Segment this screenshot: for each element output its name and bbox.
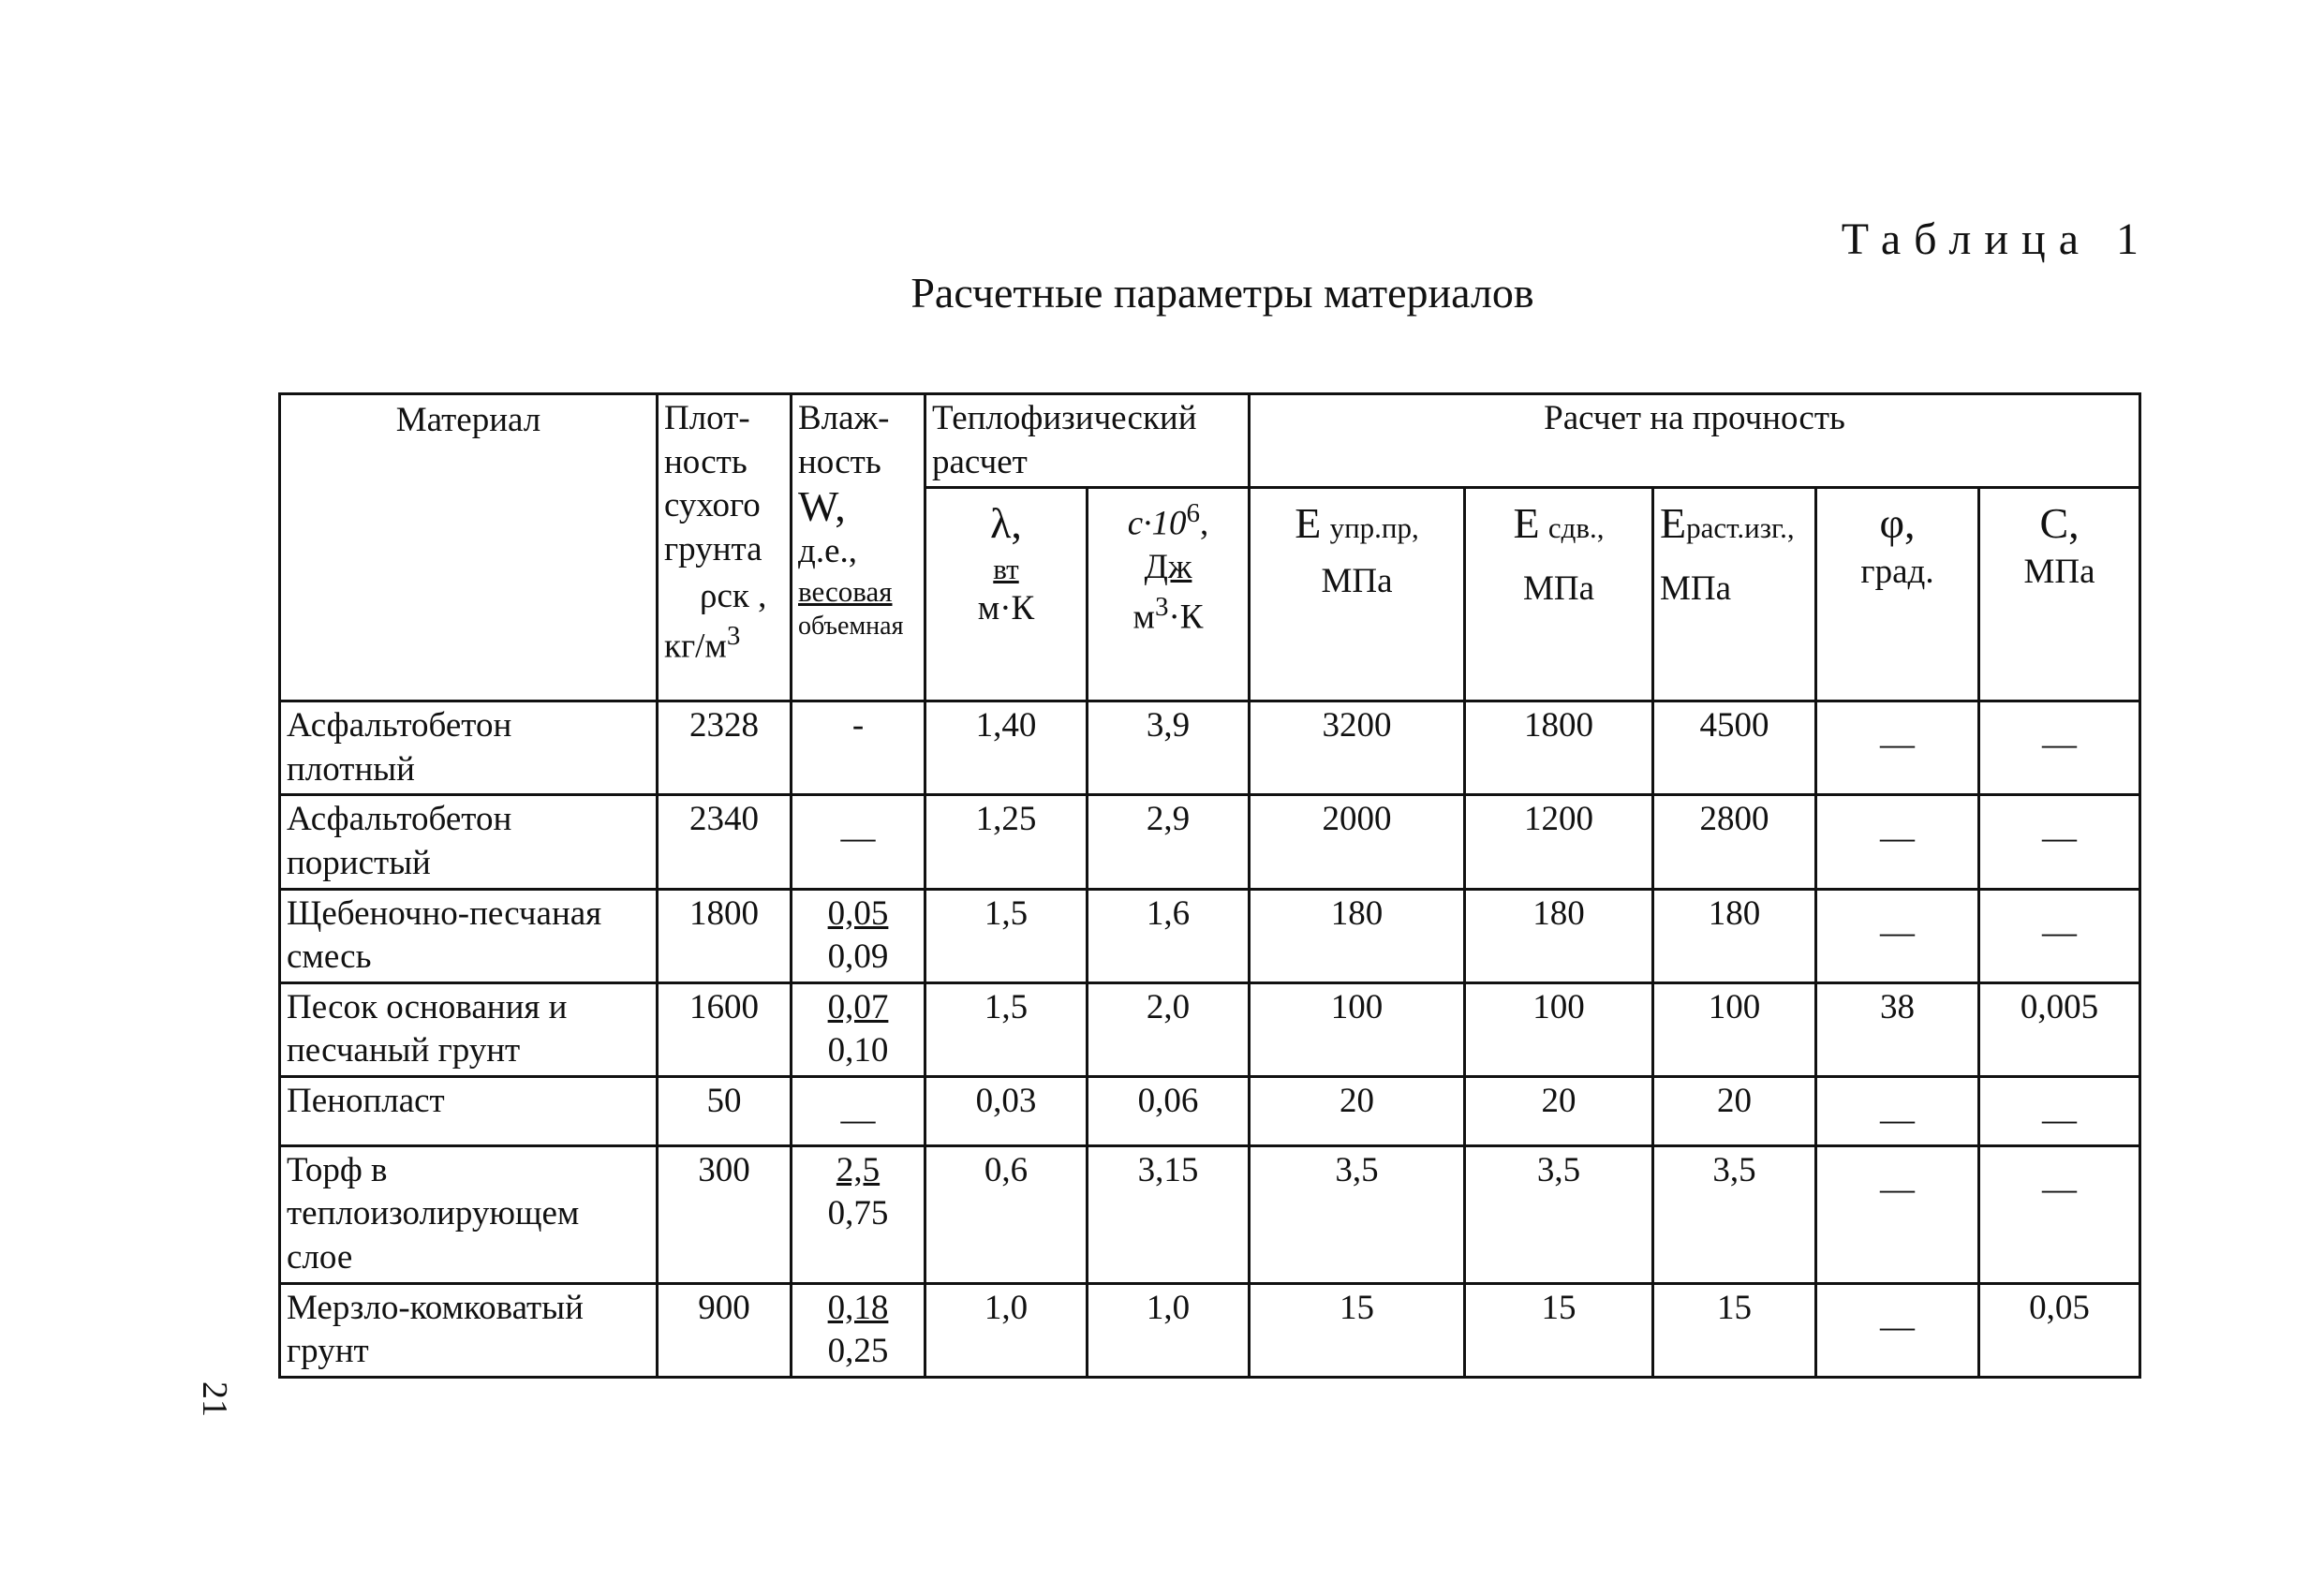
- cell-density: 1800: [658, 889, 792, 982]
- cell-lambda: 1,5: [925, 889, 1088, 982]
- table-row: [280, 1077, 2140, 1146]
- cell-e-shear: 20: [1465, 1077, 1653, 1146]
- cell-moisture: -: [792, 701, 925, 795]
- cell-material: Пенопласт: [280, 1077, 658, 1146]
- header-e-elastic: Е упр.пр, МПа: [1250, 488, 1465, 701]
- cell-material: Песок основания и песчаный грунт: [280, 982, 658, 1076]
- cell-material: Торф в теплоизолирующем слое: [280, 1145, 658, 1283]
- header-lambda: λ, вт м·К: [925, 488, 1088, 701]
- cell-e-elastic: 3200: [1250, 701, 1465, 795]
- cell-cohesion: 0,05: [1979, 1283, 2140, 1377]
- cell-lambda: 1,0: [925, 1283, 1088, 1377]
- cell-e-bending: 100: [1653, 982, 1816, 1076]
- cell-density: 300: [658, 1145, 792, 1283]
- page-number: 21: [195, 1381, 234, 1417]
- table-title: Расчетные параметры материалов: [910, 269, 1534, 317]
- cell-density: 900: [658, 1283, 792, 1377]
- cell-friction-angle: —: [1816, 1283, 1979, 1377]
- cell-e-bending: 180: [1653, 889, 1816, 982]
- cell-e-bending: 15: [1653, 1283, 1816, 1377]
- cell-e-bending: 3,5: [1653, 1145, 1816, 1283]
- cell-heat-capacity: 1,6: [1088, 889, 1250, 982]
- cell-e-elastic: 100: [1250, 982, 1465, 1076]
- cell-material: Асфальтобетон плотный: [280, 701, 658, 795]
- cell-heat-capacity: 2,9: [1088, 795, 1250, 889]
- cell-density: 1600: [658, 982, 792, 1076]
- cell-friction-angle: —: [1816, 701, 1979, 795]
- cell-moisture: 2,5 0,75: [792, 1145, 925, 1283]
- cell-e-shear: 100: [1465, 982, 1653, 1076]
- header-friction-angle: φ, град.: [1816, 488, 1979, 701]
- table-row: [280, 982, 2140, 1076]
- cell-material: Щебеночно-песчаная смесь: [280, 889, 658, 982]
- cell-friction-angle: —: [1816, 1077, 1979, 1146]
- cell-cohesion: —: [1979, 701, 2140, 795]
- header-e-shear: Е сдв., МПа: [1465, 488, 1653, 701]
- cell-e-elastic: 2000: [1250, 795, 1465, 889]
- table-row: [280, 701, 2140, 795]
- cell-heat-capacity: 1,0: [1088, 1283, 1250, 1377]
- cell-density: 2328: [658, 701, 792, 795]
- cell-friction-angle: —: [1816, 795, 1979, 889]
- table-caption: Таблица 1: [1841, 214, 2152, 264]
- cell-friction-angle: —: [1816, 889, 1979, 982]
- header-thermo-group: Теплофизический расчет: [925, 394, 1250, 488]
- cell-friction-angle: 38: [1816, 982, 1979, 1076]
- cell-material: Мерзло-комковатый грунт: [280, 1283, 658, 1377]
- cell-e-shear: 3,5: [1465, 1145, 1653, 1283]
- cell-cohesion: —: [1979, 1145, 2140, 1283]
- cell-e-shear: 180: [1465, 889, 1653, 982]
- header-e-bending: Ераст.изг., МПа: [1653, 488, 1816, 701]
- cell-heat-capacity: 0,06: [1088, 1077, 1250, 1146]
- table-header: [280, 394, 2140, 701]
- header-material: Материал: [280, 394, 658, 701]
- cell-heat-capacity: 2,0: [1088, 982, 1250, 1076]
- cell-heat-capacity: 3,15: [1088, 1145, 1250, 1283]
- cell-moisture: —: [792, 795, 925, 889]
- cell-cohesion: —: [1979, 1077, 2140, 1146]
- cell-heat-capacity: 3,9: [1088, 701, 1250, 795]
- cell-e-elastic: 15: [1250, 1283, 1465, 1377]
- cell-e-shear: 1800: [1465, 701, 1653, 795]
- cell-e-bending: 4500: [1653, 701, 1816, 795]
- cell-e-bending: 2800: [1653, 795, 1816, 889]
- cell-lambda: 1,25: [925, 795, 1088, 889]
- table-row: [280, 889, 2140, 982]
- cell-e-elastic: 3,5: [1250, 1145, 1465, 1283]
- table-row: [280, 1145, 2140, 1283]
- cell-cohesion: 0,005: [1979, 982, 2140, 1076]
- table-body: [280, 701, 2140, 1378]
- cell-density: 2340: [658, 795, 792, 889]
- cell-moisture: 0,18 0,25: [792, 1283, 925, 1377]
- cell-e-elastic: 180: [1250, 889, 1465, 982]
- cell-lambda: 0,6: [925, 1145, 1088, 1283]
- cell-moisture: 0,05 0,09: [792, 889, 925, 982]
- materials-table: [278, 392, 2141, 1379]
- header-density: Плот- ность сухого грунта ρск , $кг/м^3$: [658, 394, 792, 701]
- cell-lambda: 1,5: [925, 982, 1088, 1076]
- cell-cohesion: —: [1979, 795, 2140, 889]
- header-cohesion: С, МПа: [1979, 488, 2140, 701]
- table-row: [280, 795, 2140, 889]
- header-strength-group: Расчет на прочность: [1250, 394, 2140, 488]
- cell-e-bending: 20: [1653, 1077, 1816, 1146]
- header-heat-capacity: $c\cdot 10^6$, Дж $м^3\cdot К$: [1088, 488, 1250, 701]
- cell-friction-angle: —: [1816, 1145, 1979, 1283]
- cell-density: 50: [658, 1077, 792, 1146]
- header-moisture: Влаж- ность W, д.е., весовая объемная: [792, 394, 925, 701]
- cell-e-shear: 1200: [1465, 795, 1653, 889]
- cell-moisture: —: [792, 1077, 925, 1146]
- cell-moisture: 0,07 0,10: [792, 982, 925, 1076]
- cell-cohesion: —: [1979, 889, 2140, 982]
- cell-e-elastic: 20: [1250, 1077, 1465, 1146]
- cell-e-shear: 15: [1465, 1283, 1653, 1377]
- cell-lambda: 0,03: [925, 1077, 1088, 1146]
- cell-lambda: 1,40: [925, 701, 1088, 795]
- table-row: [280, 1283, 2140, 1377]
- cell-material: Асфальтобетон пористый: [280, 795, 658, 889]
